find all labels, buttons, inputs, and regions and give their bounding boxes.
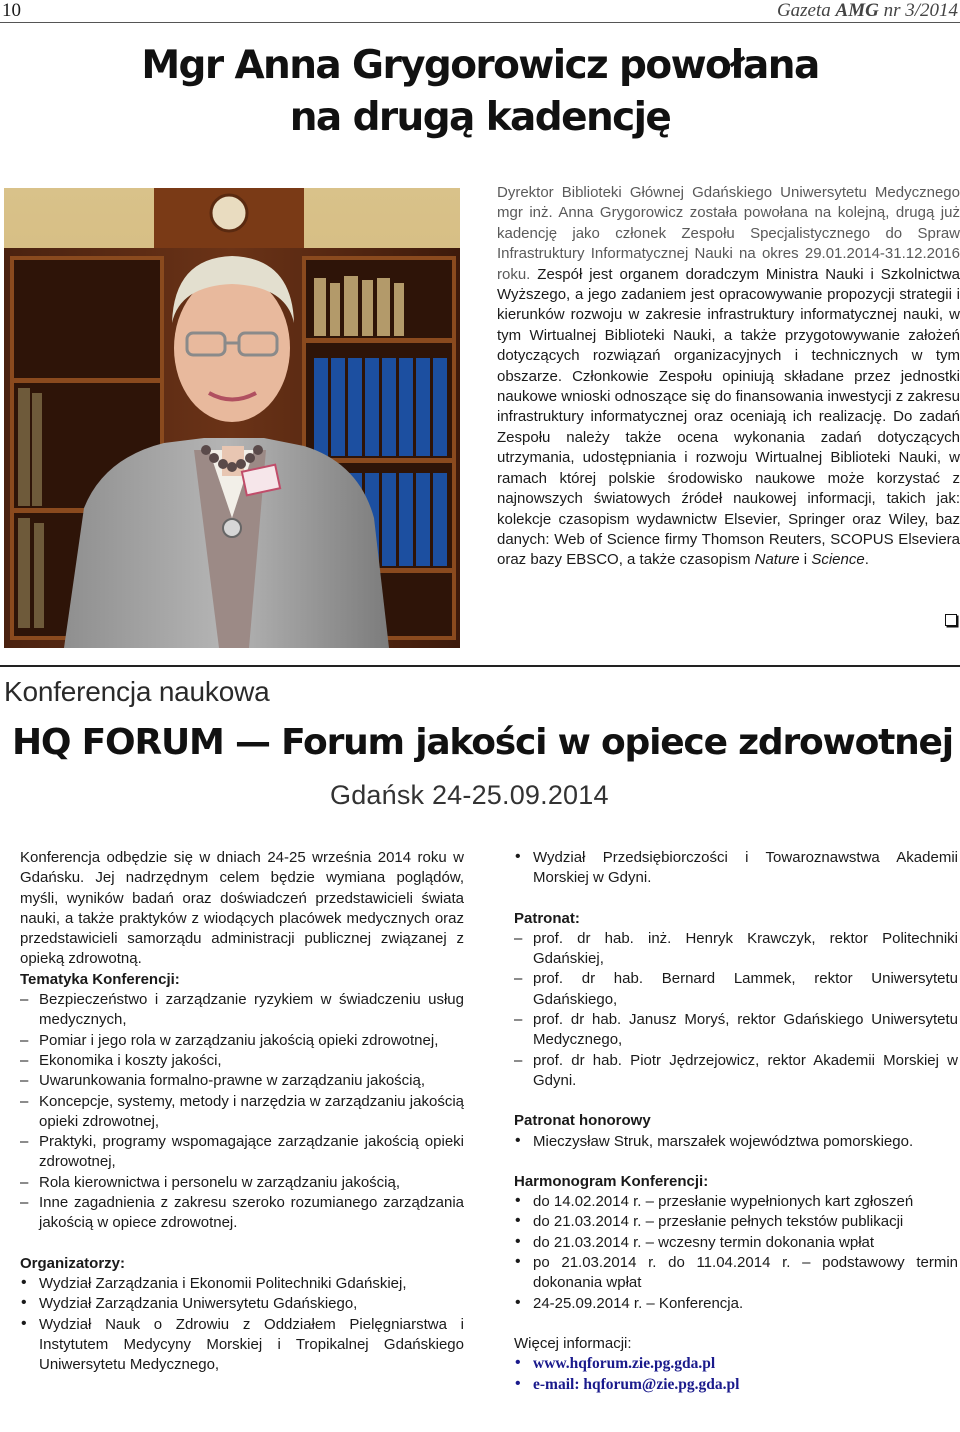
topic-item: – Uwarunkowania formalno-prawne w zarządzaniu jakością, (20, 1071, 464, 1091)
schedule-list (514, 1192, 958, 1314)
article1-conj: i (799, 551, 812, 569)
header-rule (0, 22, 960, 23)
honorary-item: • Mieczysław Struk, marszałek województwa pomorskiego. (514, 1132, 958, 1152)
honorary-heading: Patronat honorowy (514, 1112, 651, 1130)
journal-prefix: Gazeta (776, 0, 831, 21)
organizers-list (20, 1274, 464, 1375)
journal-issue: nr 3/2014 (883, 0, 958, 21)
conference-place-date: Gdańsk 24-25.09.2014 (330, 780, 609, 810)
organizer-item: • Wydział Zarządzania Uniwersytetu Gdańskiego, (20, 1294, 464, 1314)
journal-name (777, 0, 958, 22)
more-info-heading: Więcej informacji: (514, 1334, 632, 1352)
schedule-item: • po 21.03.2014 r. do 11.04.2014 r. – podstawowy termin dokonania wpłat (514, 1253, 958, 1294)
website-link[interactable]: www.hqforum.zie.pg.gda.pl (533, 1355, 716, 1373)
journal-brand: AMG (835, 0, 879, 21)
section-kicker: Konferencja naukowa (4, 676, 270, 707)
article1-lead: Dyrektor Biblioteki Głównej Gdańskiego Uniwersytetu Medycznego mgr inż. Anna Grygorowicz została powołana na kolejną, drugą już kadencję jako członek Zespołu Specjalistycznego do Spraw Infrastruktury Informatycznej Nauki na okres 29.01.2014-31.12.2016 roku. (497, 184, 960, 283)
topic-item: – Bezpieczeństwo i zarządzanie ryzykiem w świadczeniu usług medycznych, (20, 990, 464, 1031)
email-link[interactable]: e-mail: hqforum@zie.pg.gda.pl (533, 1375, 740, 1393)
topics-heading: Tematyka Konferencji: (20, 970, 180, 988)
article-title (0, 40, 960, 144)
schedule-item: • 24-25.09.2014 r. – Konferencja. (514, 1294, 958, 1314)
left-column (20, 848, 464, 1375)
patron-item: – prof. dr hab. inż. Henryk Krawczyk, rektor Politechniki Gdańskiej, (514, 929, 958, 970)
schedule-heading: Harmonogram Konferencji: (514, 1172, 709, 1190)
article-title-line-1: Mgr Anna Grygorowicz powołana (141, 43, 819, 88)
article-title-line-2: na drugą kadencję (289, 95, 671, 140)
schedule-item: • do 21.03.2014 r. – wczesny termin dokonania wpłat (514, 1233, 958, 1253)
honorary-list (514, 1132, 958, 1152)
article1-text: Zespół jest organem doradczym Ministra Nauki i Szkolnictwa Wyższego, a jego zadaniem jest opracowywanie propozycji strategii i kierunków rozwoju w zakresie infrastruktury informatycznej nauki, w tym Wirtualnej Biblioteki Nauki, a także przygotowywanie założeń dotyczących rozwiązań organizacyjnych i technicznych w tym obszarze. Członkowie Zespołu opiniują składane przez jednostki naukowe wnioski odnoszące się do finansowania inwestycji z zakresu infrastruktury informatycznej oraz oceniają ich realizację. Do zadań Zespołu należy także ocena wykonania zadań dotyczących utrzymania, udostępniania i rozwoju Wirtualnej Biblioteki Nauki, w ramach której polskie środowisko naukowe może korzystać z najnowszych światowych źródeł naukowej informacji, takich jak: kolekcje czasopism wydawnictw Elsevier, Springer oraz Wiley, baz danych: Web of Science firmy Thomson Reuters, SCOPUS Elseviera oraz bazy EBSCO, a także czasopism (497, 265, 960, 569)
patron-item: – prof. dr hab. Piotr Jędrzejowicz, rektor Akademii Morskiej w Gdyni. (514, 1051, 958, 1092)
conference-title: HQ FORUM — Forum jakości w opiece zdrowotnej (12, 722, 953, 763)
article1-end: . (864, 551, 869, 569)
portrait-photo (4, 188, 460, 648)
topic-item: – Praktyki, programy wspomagające zarządzanie jakością opieki zdrowotnej, (20, 1132, 464, 1173)
email-link-item (514, 1375, 958, 1395)
topic-item: – Ekonomika i koszty jakości, (20, 1051, 464, 1071)
patron-item: – prof. dr hab. Bernard Lammek, rektor Uniwersytetu Gdańskiego, (514, 969, 958, 1010)
patronage-heading: Patronat: (514, 909, 580, 927)
schedule-item: • do 14.02.2014 r. – przesłanie wypełnionych kart zgłoszeń (514, 1192, 958, 1212)
section-divider (0, 665, 960, 667)
article1-body (497, 183, 960, 571)
schedule-item: • do 21.03.2014 r. – przesłanie pełnych tekstów publikacji (514, 1212, 958, 1232)
links-list (514, 1354, 958, 1395)
organizers-list-continued (514, 848, 958, 889)
topics-list (20, 990, 464, 1234)
organizer-item: • Wydział Nauk o Zdrowiu z Oddziałem Pielęgniarstwa i Instytutem Medycyny Morskiej i Tropikalnej Gdańskiego Uniwersytetu Medycznego, (20, 1315, 464, 1376)
topic-item: – Pomiar i jego rola w zarządzaniu jakością opieki zdrowotnej, (20, 1031, 464, 1051)
website-link-item (514, 1354, 958, 1374)
patronage-list (514, 929, 958, 1091)
topic-item: – Rola kierownictwa i personelu w zarządzaniu jakością, (20, 1173, 464, 1193)
page-number: 10 (2, 0, 21, 21)
journal-science: Science (811, 551, 865, 569)
end-of-article-square-icon (945, 614, 957, 626)
conference-intro: Konferencja odbędzie się w dniach 24-25 września 2014 roku w Gdańsku. Jej nadrzędnym celem będzie wymiana poglądów, myśli, wyników badań oraz doświadczeń przedstawicieli świata nauki, a także praktyków z wiodących placówek medycznych oraz przedstawicieli samorządu administracji publicznej związanej z opieką zdrowotną. (20, 849, 464, 968)
right-column (514, 848, 958, 1395)
organizers-heading: Organizatorzy: (20, 1254, 126, 1272)
topic-item: – Koncepcje, systemy, metody i narzędzia w zarządzaniu jakością opieki zdrowotnej, (20, 1092, 464, 1133)
journal-nature: Nature (754, 551, 800, 569)
patron-item: – prof. dr hab. Janusz Moryś, rektor Gdańskiego Uniwersytetu Medycznego, (514, 1010, 958, 1051)
topic-item: – Inne zagadnienia z zakresu szeroko rozumianego zarządzania jakością w opiece zdrowotnej. (20, 1193, 464, 1234)
organizer-item: • Wydział Zarządzania i Ekonomii Politechniki Gdańskiej, (20, 1274, 464, 1294)
organizer-item: • Wydział Przedsiębiorczości i Towaroznawstwa Akademii Morskiej w Gdyni. (514, 848, 958, 889)
